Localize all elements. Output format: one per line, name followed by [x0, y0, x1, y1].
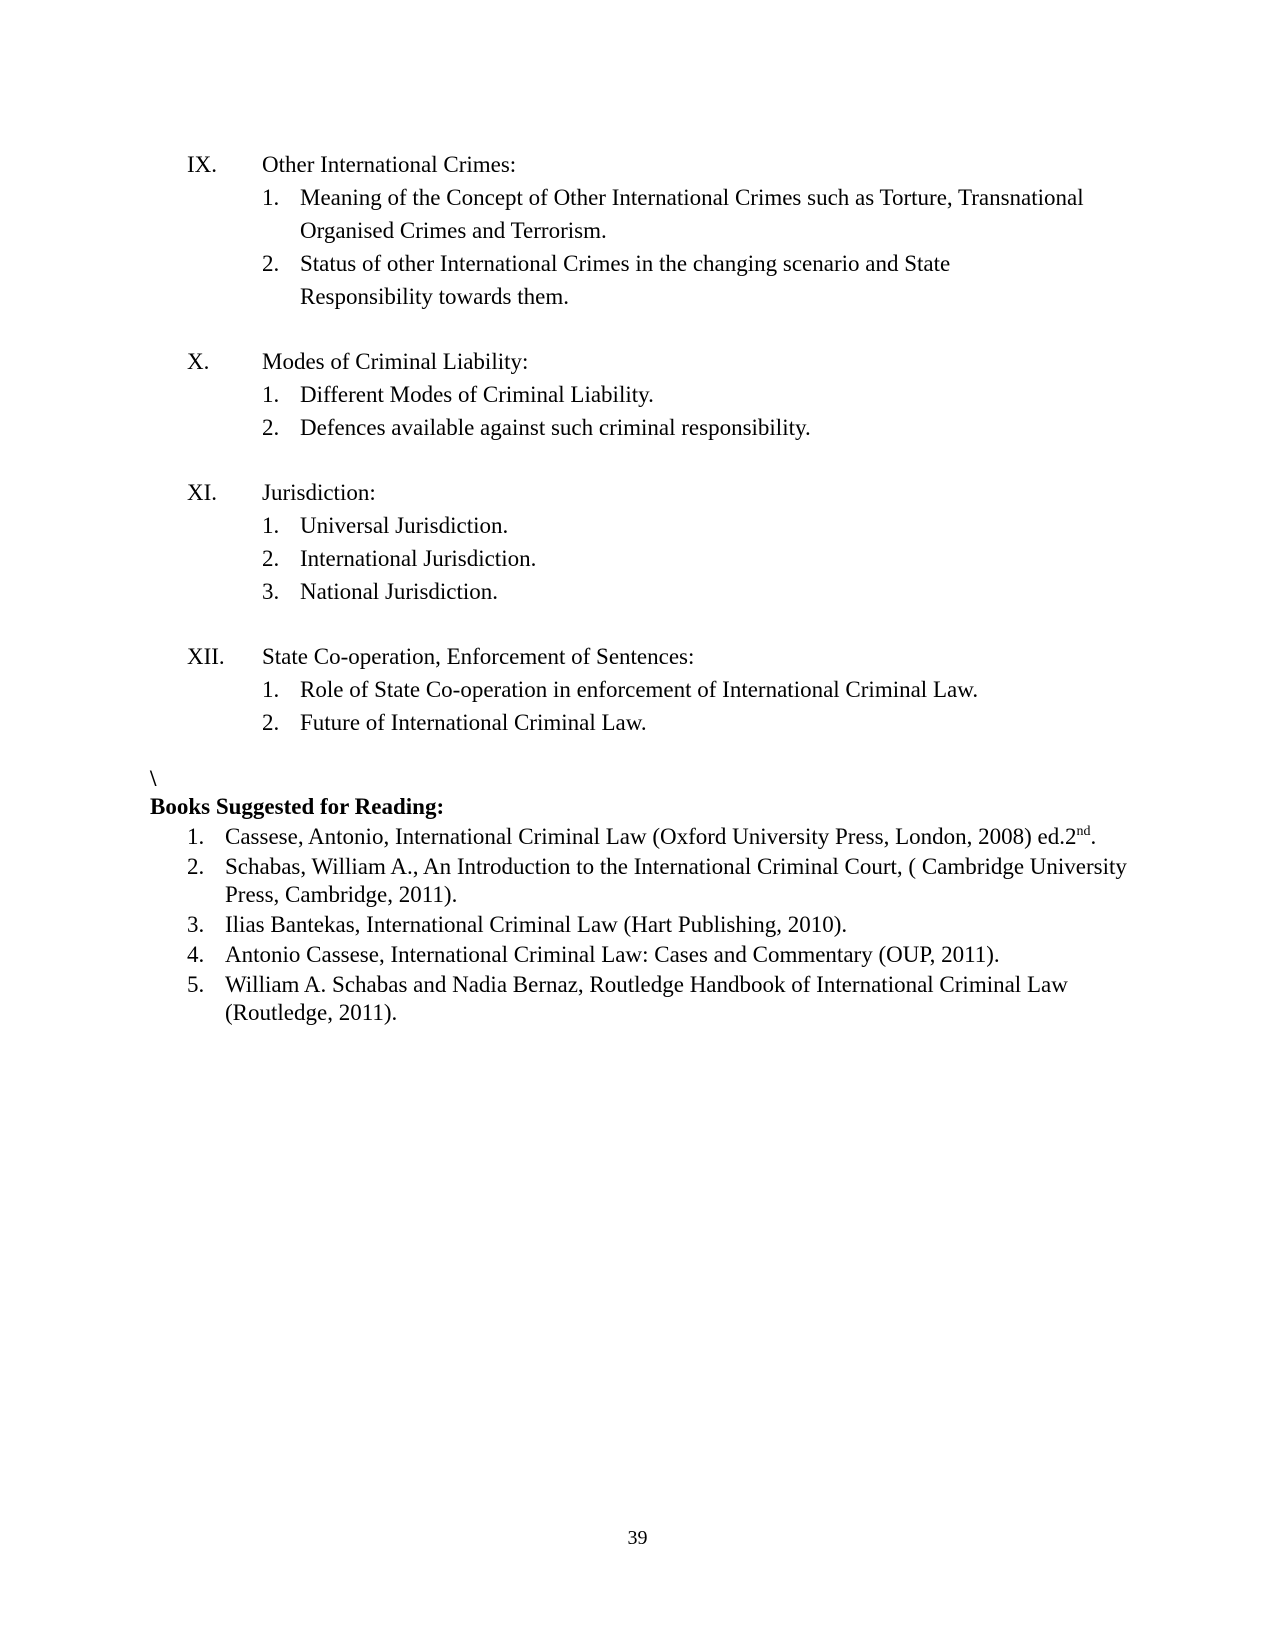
list-item — [262, 673, 1087, 706]
unit-topic-list — [187, 378, 1087, 444]
item-number: 1. — [262, 382, 280, 407]
item-text: Future of International Criminal Law. — [300, 710, 647, 735]
citation-text: Cassese, Antonio, International Criminal Law (Oxford University Press, London, 2008) ed.2 — [225, 824, 1077, 849]
list-item — [262, 411, 1087, 444]
syllabus-units — [187, 148, 1087, 771]
unit-title: Jurisdiction: — [262, 480, 376, 505]
item-number: 3. — [187, 912, 205, 937]
books-section — [150, 793, 1130, 1029]
list-item — [262, 181, 1087, 247]
list-item — [187, 941, 1130, 969]
item-number: 2. — [262, 415, 280, 440]
unit-xii — [187, 640, 1087, 739]
item-text: International Jurisdiction. — [300, 546, 537, 571]
item-number: 2. — [262, 710, 280, 735]
stray-backslash-mark: \ — [150, 766, 157, 791]
item-number: 4. — [187, 942, 205, 967]
unit-topic-list — [187, 181, 1087, 313]
item-number: 1. — [262, 185, 280, 210]
item-text: Different Modes of Criminal Liability. — [300, 382, 654, 407]
unit-heading — [187, 476, 1087, 509]
ordinal-superscript: nd — [1076, 824, 1091, 839]
list-item — [262, 542, 1087, 575]
unit-title: State Co-operation, Enforcement of Sentences: — [262, 644, 695, 669]
unit-topic-list — [187, 509, 1087, 608]
item-text: Role of State Co-operation in enforcement of International Criminal Law. — [300, 677, 979, 702]
list-item — [262, 509, 1087, 542]
book-list — [150, 823, 1130, 1027]
unit-topic-list — [187, 673, 1087, 739]
book-citation: Ilias Bantekas, International Criminal Law (Hart Publishing, 2010). — [225, 912, 848, 937]
page-number: 39 — [627, 1527, 648, 1549]
unit-numeral: XI. — [187, 480, 218, 505]
book-citation: Antonio Cassese, International Criminal Law: Cases and Commentary (OUP, 2011). — [225, 942, 1000, 967]
item-number: 3. — [262, 579, 280, 604]
item-number: 1. — [262, 513, 280, 538]
item-number: 1. — [187, 824, 205, 849]
unit-xi — [187, 476, 1087, 608]
item-text: Meaning of the Concept of Other International Crimes such as Torture, Transnational Organised Crimes and Terrorism. — [300, 185, 1084, 243]
item-text: Defences available against such criminal responsibility. — [300, 415, 811, 440]
unit-numeral: XII. — [187, 644, 225, 669]
item-number: 1. — [262, 677, 280, 702]
book-citation: William A. Schabas and Nadia Bernaz, Routledge Handbook of International Criminal Law (Routledge, 2011). — [225, 972, 1068, 1025]
list-item — [187, 853, 1130, 909]
item-text: Universal Jurisdiction. — [300, 513, 509, 538]
unit-numeral: X. — [187, 349, 210, 374]
unit-heading — [187, 640, 1087, 673]
books-heading: Books Suggested for Reading: — [150, 794, 445, 819]
item-number: 5. — [187, 972, 205, 997]
list-item — [262, 575, 1087, 608]
unit-x — [187, 345, 1087, 444]
unit-ix — [187, 148, 1087, 313]
item-text: National Jurisdiction. — [300, 579, 499, 604]
item-number: 2. — [262, 546, 280, 571]
list-item — [187, 911, 1130, 939]
list-item — [187, 971, 1130, 1027]
book-citation — [225, 823, 1096, 851]
list-item — [262, 706, 1087, 739]
citation-tail: . — [1090, 824, 1097, 849]
unit-heading — [187, 148, 1087, 181]
list-item — [262, 247, 1087, 313]
list-item — [262, 378, 1087, 411]
unit-title: Other International Crimes: — [262, 152, 517, 177]
item-number: 2. — [262, 251, 280, 276]
unit-heading — [187, 345, 1087, 378]
list-item — [187, 823, 1130, 851]
item-text: Status of other International Crimes in the changing scenario and State Responsibility towards them. — [300, 251, 951, 309]
unit-numeral: IX. — [187, 152, 218, 177]
item-number: 2. — [187, 854, 205, 879]
unit-title: Modes of Criminal Liability: — [262, 349, 529, 374]
book-citation: Schabas, William A., An Introduction to the International Criminal Court, ( Cambridge University Press, Cambridge, 2011). — [225, 854, 1127, 907]
